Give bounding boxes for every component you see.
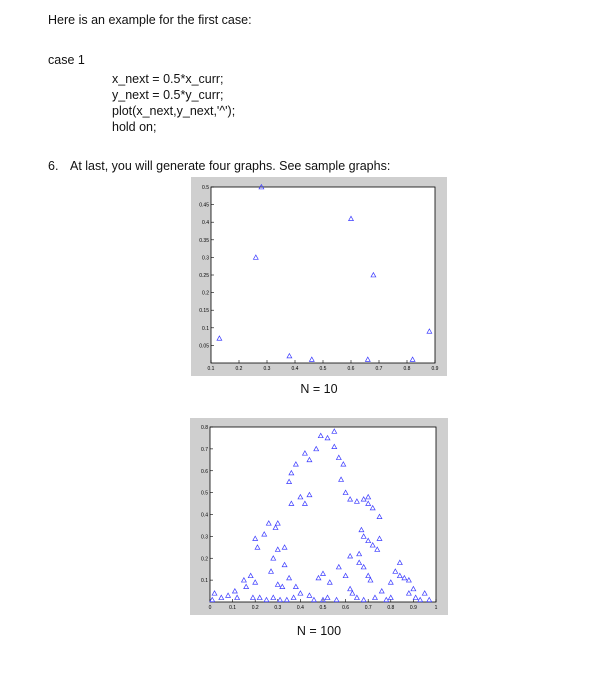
plot-area	[211, 187, 435, 363]
y-tick-label: 0.1	[202, 325, 209, 332]
intro-text: Here is an example for the first case:	[48, 13, 252, 27]
y-tick-label: 0.35	[199, 237, 209, 244]
x-tick-label: 0.6	[347, 366, 355, 372]
y-tick-label: 0.25	[199, 273, 209, 279]
x-tick-label: 0.4	[291, 366, 299, 372]
x-tick-label: 0.1	[207, 366, 215, 372]
y-tick-label: 0.4	[201, 512, 208, 519]
x-tick-label: 0.8	[403, 366, 411, 372]
code-line: hold on;	[112, 120, 157, 134]
x-tick-label: 0.5	[319, 605, 327, 611]
case-label: case 1	[48, 53, 85, 67]
y-tick-label: 0.45	[199, 202, 209, 209]
x-tick-label: 0.1	[229, 605, 237, 611]
scatter-figure-n10	[191, 177, 447, 376]
y-tick-label: 0.1	[201, 578, 208, 585]
y-tick-label: 0.4	[202, 220, 209, 227]
y-tick-label: 0.05	[199, 343, 209, 350]
step-text: At last, you will generate four graphs. See sample graphs:	[70, 159, 391, 173]
y-tick-label: 0.8	[201, 425, 208, 431]
x-tick-label: 0.4	[296, 605, 304, 611]
y-tick-label: 0.3	[201, 534, 208, 541]
y-tick-label: 0.2	[202, 290, 209, 297]
x-tick-label: 0.3	[263, 366, 271, 372]
x-tick-label: 0.9	[431, 366, 439, 372]
code-line: x_next = 0.5*x_curr;	[112, 72, 224, 86]
x-tick-label: 0.2	[235, 366, 243, 372]
figure-caption-n10: N = 10	[300, 382, 338, 396]
x-tick-label: 0.9	[409, 605, 417, 611]
y-tick-label: 0.15	[199, 308, 209, 315]
x-tick-label: 0.5	[319, 366, 327, 372]
y-tick-label: 0.5	[202, 185, 209, 191]
x-tick-label: 0.7	[375, 366, 383, 372]
y-tick-label: 0.6	[201, 468, 208, 475]
x-tick-label: 1	[434, 605, 438, 611]
x-tick-label: 0.7	[364, 605, 372, 611]
scatter-plot-n100	[190, 418, 448, 615]
code-line: y_next = 0.5*y_curr;	[112, 88, 224, 102]
scatter-figure-n100	[190, 418, 448, 615]
x-tick-label: 0.2	[251, 605, 259, 611]
x-tick-label: 0.8	[387, 605, 395, 611]
y-tick-label: 0.3	[202, 255, 209, 262]
scatter-plot-n10	[191, 177, 447, 376]
step-number: 6.	[48, 159, 59, 173]
y-tick-label: 0.7	[201, 446, 208, 453]
x-tick-label: 0	[208, 605, 212, 611]
x-tick-label: 0.3	[274, 605, 282, 611]
figure-caption-n100: N = 100	[296, 624, 342, 638]
y-tick-label: 0.2	[201, 556, 208, 563]
code-line: plot(x_next,y_next,'^');	[112, 104, 236, 118]
x-tick-label: 0.6	[342, 605, 350, 611]
y-tick-label: 0.5	[201, 490, 208, 497]
